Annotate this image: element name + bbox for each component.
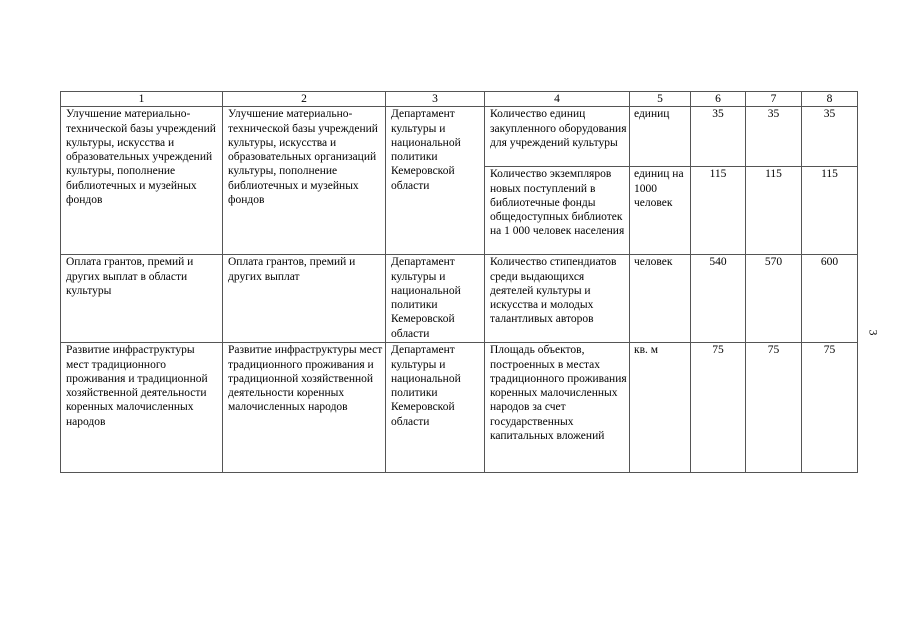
value-cell: 115	[691, 167, 746, 255]
page-number: 3	[866, 329, 881, 336]
indicator-name-cell: Количество стипендиатов среди выдающихся деятелей культуры и искусства и молодых талантливых авторов	[485, 255, 630, 343]
goal-cell: Оплата грантов, премий и других выплат в области культуры	[61, 255, 223, 343]
header-cell-3: 3	[386, 92, 485, 107]
value-cell: 75	[691, 343, 746, 473]
value-cell: 75	[802, 343, 858, 473]
executor-cell: Департамент культуры и национальной политики Кемеровской области	[386, 255, 485, 343]
event-cell: Развитие инфраструктуры мест традиционного проживания и традиционной хозяйственной деятельности коренных малочисленных народов	[223, 343, 386, 473]
executor-cell: Департамент культуры и национальной политики Кемеровской области	[386, 343, 485, 473]
header-row	[61, 92, 858, 107]
unit-cell: единиц	[630, 107, 691, 167]
indicator-name-cell: Площадь объектов, построенных в местах традиционного проживания коренных малочисленных народов за счет государственных капитальных вложений	[485, 343, 630, 473]
value-cell: 35	[691, 107, 746, 167]
header-cell-5: 5	[630, 92, 691, 107]
value-cell: 600	[802, 255, 858, 343]
executor-cell: Департамент культуры и национальной политики Кемеровской области	[386, 107, 485, 255]
event-cell: Улучшение материально-технической базы учреждений культуры, искусства и образовательных организаций культуры, пополнение библиотечных и музейных фондов	[223, 107, 386, 255]
header-cell-7: 7	[746, 92, 802, 107]
value-cell: 35	[746, 107, 802, 167]
unit-cell: кв. м	[630, 343, 691, 473]
header-cell-4: 4	[485, 92, 630, 107]
header-cell-2: 2	[223, 92, 386, 107]
value-cell: 115	[802, 167, 858, 255]
table-row	[61, 343, 858, 473]
indicator-name-cell: Количество единиц закупленного оборудования для учреждений культуры	[485, 107, 630, 167]
goal-cell: Улучшение материально-технической базы учреждений культуры, искусства и образовательных учреждений культуры, пополнение библиотечных и музейных фондов	[61, 107, 223, 255]
value-cell: 35	[802, 107, 858, 167]
value-cell: 75	[746, 343, 802, 473]
header-cell-6: 6	[691, 92, 746, 107]
unit-cell: единиц на 1000 человек	[630, 167, 691, 255]
indicator-name-cell: Количество экземпляров новых поступлений в библиотечные фонды общедоступных библиотек на 1 000 человек населения	[485, 167, 630, 255]
indicators-table	[60, 91, 858, 473]
value-cell: 570	[746, 255, 802, 343]
event-cell: Оплата грантов, премий и других выплат	[223, 255, 386, 343]
header-cell-1: 1	[61, 92, 223, 107]
value-cell: 540	[691, 255, 746, 343]
header-cell-8: 8	[802, 92, 858, 107]
table-row	[61, 107, 858, 167]
unit-cell: человек	[630, 255, 691, 343]
value-cell: 115	[746, 167, 802, 255]
goal-cell: Развитие инфраструктуры мест традиционного проживания и традиционной хозяйственной деятельности коренных малочисленных народов	[61, 343, 223, 473]
table-row	[61, 255, 858, 343]
